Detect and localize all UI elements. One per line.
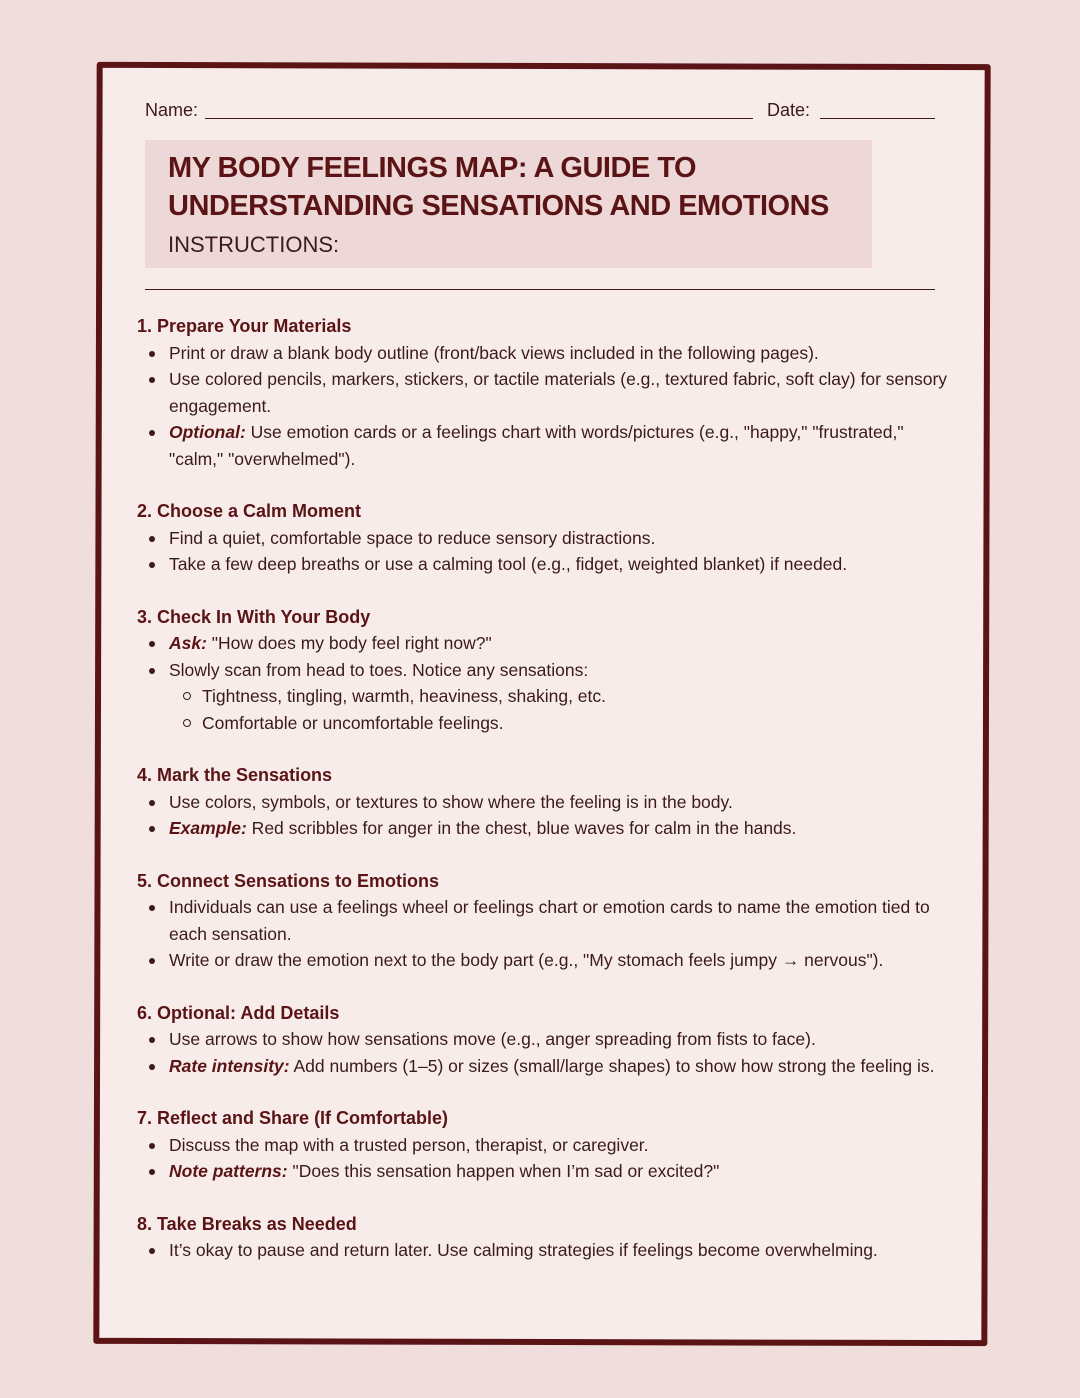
section-title: 6. Optional: Add Details [137, 1002, 340, 1023]
section-calm-moment [137, 498, 952, 578]
name-field-line[interactable] [205, 118, 753, 119]
bullet-text: Find a quiet, comfortable space to reduce sensory distractions. [169, 527, 656, 548]
bullet-text: Write or draw the emotion next to the body part (e.g., "My stomach feels jumpy → nervous"). [169, 950, 884, 970]
bullet-text: Use emotion cards or a feelings chart with words/pictures (e.g., "happy," "frustrated," "calm," "overwhelmed"). [169, 422, 904, 469]
bullet-text: Add numbers (1–5) or sizes (small/large shapes) to show how strong the feeling is. [289, 1055, 935, 1076]
list-item [137, 1132, 952, 1159]
list-item [137, 1237, 952, 1264]
bullet-text: It’s okay to pause and return later. Use calming strategies if feelings become overwhelming. [169, 1240, 878, 1260]
list-item [137, 1053, 952, 1080]
section-title: 1. Prepare Your Materials [137, 316, 352, 336]
name-label: Name: [145, 100, 199, 120]
section-title: 3. Check In With Your Body [137, 606, 371, 627]
bullet-text: Use colored pencils, markers, stickers, or tactile materials (e.g., textured fabric, soft clay) for sensory engagement. [169, 369, 948, 416]
page-title: MY BODY FEELINGS MAP: A GUIDE TO UNDERSTANDING SENSATIONS AND EMOTIONS [168, 152, 829, 222]
bullet-lead: Ask: [169, 633, 207, 653]
section-check-in [137, 604, 952, 737]
instructions-heading: INSTRUCTIONS: [168, 232, 340, 257]
bullet-lead: Example: [169, 818, 247, 838]
section-take-breaks [137, 1211, 952, 1264]
sub-bullet-text: Comfortable or uncomfortable feelings. [202, 712, 504, 733]
section-title: 2. Choose a Calm Moment [137, 501, 362, 521]
bullet-lead: Rate intensity: [169, 1055, 290, 1076]
list-item [137, 947, 952, 974]
bullet-text: Slowly scan from head to toes. Notice any sensations: [169, 659, 589, 680]
section-title: 5. Connect Sensations to Emotions [137, 870, 440, 891]
section-connect-emotions [137, 868, 952, 974]
list-item [137, 1158, 952, 1185]
section-prepare-materials [137, 313, 952, 472]
bullet-lead: Note patterns: [169, 1161, 288, 1181]
sub-list-item [169, 683, 952, 710]
sub-bullet-text: Tightness, tingling, warmth, heaviness, shaking, etc. [202, 686, 606, 706]
bullet-text: Individuals can use a feelings wheel or feelings chart or emotion cards to name the emotion tied to each sensation. [169, 897, 930, 944]
list-item [137, 366, 952, 419]
bullet-text: Use colors, symbols, or textures to show where the feeling is in the body. [169, 791, 733, 812]
instructions-content [137, 313, 952, 1290]
list-item [137, 894, 952, 947]
title-banner [145, 140, 872, 268]
list-item [137, 525, 952, 552]
bullet-text: Red scribbles for anger in the chest, blue waves for calm in the hands. [246, 818, 797, 838]
section-mark-sensations [137, 762, 952, 842]
list-item [137, 551, 952, 578]
list-item [137, 340, 952, 367]
bullet-text: "How does my body feel right now?" [206, 633, 492, 653]
bullet-lead: Optional: [169, 422, 246, 442]
name-date-row [145, 98, 935, 124]
list-item [137, 657, 952, 737]
bullet-text: Discuss the map with a trusted person, therapist, or caregiver. [169, 1134, 649, 1155]
section-reflect-share [137, 1105, 952, 1185]
list-item [137, 789, 952, 816]
section-title: 7. Reflect and Share (If Comfortable) [137, 1108, 449, 1128]
section-add-details [137, 1000, 952, 1080]
section-title: 4. Mark the Sensations [137, 765, 333, 785]
date-field-line[interactable] [820, 118, 935, 119]
bullet-text: "Does this sensation happen when I’m sad or excited?" [287, 1161, 720, 1181]
divider [145, 289, 935, 290]
sub-list-item [169, 710, 952, 737]
section-title: 8. Take Breaks as Needed [137, 1213, 357, 1234]
list-item [137, 419, 952, 472]
list-item [137, 630, 952, 657]
list-item [137, 815, 952, 842]
date-label: Date: [767, 100, 811, 120]
bullet-text: Take a few deep breaths or use a calming tool (e.g., fidget, weighted blanket) if needed. [169, 554, 848, 574]
bullet-text: Use arrows to show how sensations move (e.g., anger spreading from fists to face). [169, 1029, 816, 1049]
list-item [137, 1026, 952, 1053]
bullet-text: Print or draw a blank body outline (front/back views included in the following pages). [169, 342, 819, 363]
